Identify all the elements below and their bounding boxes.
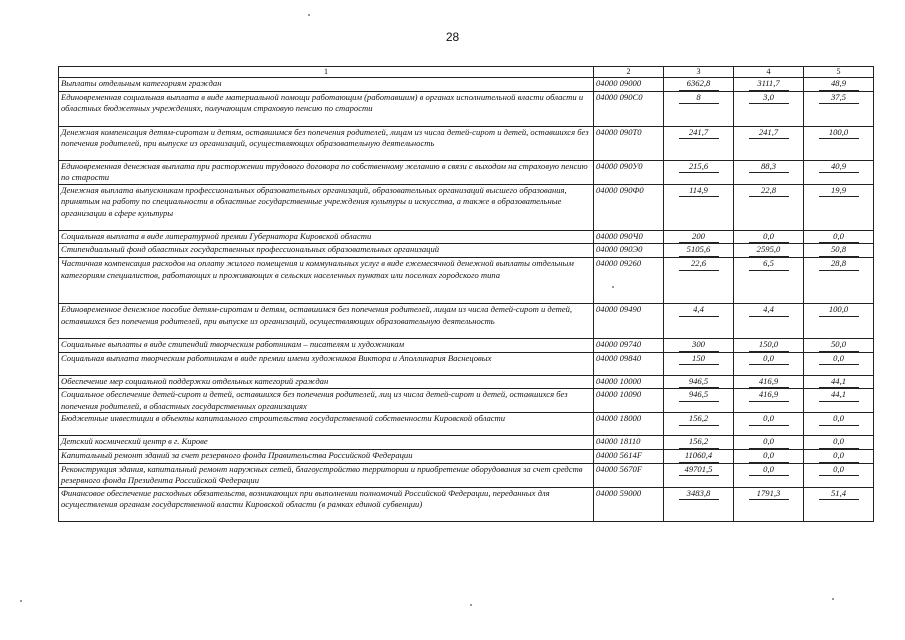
value-text: 49701,5 [679,464,719,477]
row-code-cell: 04000 10090 [594,389,664,413]
page-number: 28 [445,30,460,44]
row-code-cell: 04000 09740 [594,338,664,352]
row-percent-cell [804,184,874,230]
row-name-cell: Социальные выплаты в виде стипендий творческим работникам – писателям и художникам [59,338,594,352]
value-text: 200 [679,231,719,244]
value-text: 11060,4 [679,450,719,463]
table-row [59,244,874,258]
value-text: 4,4 [679,304,719,317]
value-text: 156,2 [679,413,719,426]
row-percent-cell [804,463,874,487]
value-text: 44,1 [819,389,859,402]
table-row [59,436,874,450]
row-actual-cell [734,338,804,352]
row-percent-cell [804,389,874,413]
row-name-cell: Финансовое обеспечение расходных обязательств, возникающих при выполнении полномочий Российской Федерации, переданных для осуществления органам государственной власти Кировской области (в рамках единой субвенции) [59,487,594,521]
value-text: 416,9 [749,376,789,389]
value-text: 0,0 [819,464,859,477]
table-row [59,160,874,184]
row-percent-cell [804,160,874,184]
row-name-cell: Частичная компенсация расходов на оплату жилого помещения и коммунальных услуг в виде ежемесячной денежной выплаты отдельным категориям специалистов, работающих и проживающих в сельских населенных пунктах или поселках городского типа [59,257,594,303]
value-text: 300 [679,339,719,352]
value-text: 22,6 [679,258,719,271]
row-percent-cell [804,449,874,463]
row-plan-cell [664,389,734,413]
value-text: 4,4 [749,304,789,317]
value-text: 150 [679,353,719,366]
budget-table [58,66,874,522]
value-text: 0,0 [749,413,789,426]
scan-speck [308,14,310,16]
row-plan-cell [664,463,734,487]
value-text: 0,0 [749,231,789,244]
value-text: 416,9 [749,389,789,402]
row-plan-cell [664,436,734,450]
row-actual-cell [734,463,804,487]
row-code-cell: 04000 5670F [594,463,664,487]
row-plan-cell [664,184,734,230]
row-plan-cell [664,413,734,436]
row-code-cell: 04000 090Ф0 [594,184,664,230]
row-actual-cell [734,244,804,258]
value-text: 0,0 [819,436,859,449]
row-code-cell: 04000 5614F [594,449,664,463]
scan-speck [832,598,834,600]
value-text: 50,0 [819,339,859,352]
value-text: 48,9 [819,78,859,91]
scan-speck [612,286,614,288]
row-actual-cell [734,375,804,389]
row-plan-cell [664,257,734,303]
table-row [59,338,874,352]
value-text: 2595,0 [749,244,789,257]
value-text: 44,1 [819,376,859,389]
row-percent-cell [804,352,874,375]
value-text: 1791,3 [749,488,789,501]
row-plan-cell [664,338,734,352]
row-name-cell: Единовременная социальная выплата в виде материальной помощи работающим (работавшим) в органах исполнительной власти области и областных бюджетных учреждениях, получающим страховую пенсию по старости [59,91,594,126]
row-percent-cell [804,230,874,244]
row-code-cell: 04000 09840 [594,352,664,375]
row-actual-cell [734,487,804,521]
scan-speck [470,604,472,606]
value-text: 88,3 [749,161,789,174]
row-name-cell: Единовременная денежная выплата при расторжении трудового договора по собственному желанию в связи с выходом на страховую пенсию по старости [59,160,594,184]
value-text: 100,0 [819,127,859,140]
value-text: 6362,8 [679,78,719,91]
value-text: 946,5 [679,389,719,402]
table-row [59,126,874,160]
row-plan-cell [664,78,734,92]
table-body [59,78,874,522]
table-row [59,449,874,463]
scan-speck [20,600,22,602]
row-actual-cell [734,303,804,338]
table-row [59,184,874,230]
row-code-cell: 04000 59000 [594,487,664,521]
table-row [59,463,874,487]
row-actual-cell [734,257,804,303]
value-text: 0,0 [749,353,789,366]
row-name-cell: Денежная компенсация детям-сиротам и детям, оставшимся без попечения родителей, лицам из числа детей-сирот и детей, оставшихся без попечения родителей, при выпуске из организаций, осуществляющих образовательную деятельность [59,126,594,160]
row-code-cell: 04000 090Ч0 [594,230,664,244]
row-plan-cell [664,160,734,184]
row-plan-cell [664,487,734,521]
table-row [59,487,874,521]
row-percent-cell [804,487,874,521]
value-text: 40,9 [819,161,859,174]
table-row [59,257,874,303]
row-actual-cell [734,230,804,244]
value-text: 37,5 [819,92,859,105]
row-percent-cell [804,91,874,126]
column-header: 4 [734,67,804,78]
row-actual-cell [734,126,804,160]
row-name-cell: Обеспечение мер социальной поддержки отдельных категорий граждан [59,375,594,389]
row-percent-cell [804,126,874,160]
row-actual-cell [734,436,804,450]
table-row [59,78,874,92]
table-row [59,230,874,244]
row-code-cell: 04000 090У0 [594,160,664,184]
row-actual-cell [734,389,804,413]
row-code-cell: 04000 090Т0 [594,126,664,160]
value-text: 241,7 [749,127,789,140]
value-text: 114,9 [679,185,719,198]
value-text: 0,0 [749,436,789,449]
row-name-cell: Стипендиальный фонд областных государственных профессиональных образовательных организаций [59,244,594,258]
row-code-cell: 04000 18000 [594,413,664,436]
value-text: 0,0 [819,413,859,426]
table-row [59,413,874,436]
value-text: 28,8 [819,258,859,271]
row-name-cell: Капитальный ремонт зданий за счет резервного фонда Правительства Российской Федерации [59,449,594,463]
row-name-cell: Детский космический центр в г. Кирове [59,436,594,450]
value-text: 215,6 [679,161,719,174]
value-text: 0,0 [819,231,859,244]
row-percent-cell [804,78,874,92]
row-plan-cell [664,91,734,126]
row-actual-cell [734,413,804,436]
row-percent-cell [804,303,874,338]
row-name-cell: Выплаты отдельным категориям граждан [59,78,594,92]
row-actual-cell [734,352,804,375]
value-text: 150,0 [749,339,789,352]
column-header: 2 [594,67,664,78]
row-actual-cell [734,184,804,230]
row-plan-cell [664,244,734,258]
row-percent-cell [804,338,874,352]
value-text: 8 [679,92,719,105]
row-name-cell: Денежная выплата выпускникам профессиональных образовательных организаций, образовательных организаций высшего образования, принятым на работу по специальности в областные государственные учреждения культуры и искусства, а также в образовательные организации в сфере культуры [59,184,594,230]
row-name-cell: Единовременное денежное пособие детям-сиротам и детям, оставшимся без попечения родителей, лицам из числа детей-сирот и детей, оставшихся без попечения родителей, при выпуске из организаций, осуществляющих образовательную деятельность [59,303,594,338]
row-percent-cell [804,375,874,389]
row-code-cell: 04000 090С0 [594,91,664,126]
row-name-cell: Социальное обеспечение детей-сирот и детей, оставшихся без попечения родителей, лиц из числа детей-сирот и детей, оставшихся без попечения родителей, в областных государственных организациях [59,389,594,413]
table-row [59,375,874,389]
column-header: 5 [804,67,874,78]
table-row [59,389,874,413]
row-code-cell: 04000 18110 [594,436,664,450]
column-header: 1 [59,67,594,78]
row-code-cell: 04000 10000 [594,375,664,389]
row-plan-cell [664,352,734,375]
row-plan-cell [664,375,734,389]
row-percent-cell [804,244,874,258]
value-text: 6,5 [749,258,789,271]
value-text: 0,0 [749,450,789,463]
row-code-cell: 04000 09260 [594,257,664,303]
value-text: 50,8 [819,244,859,257]
value-text: 946,5 [679,376,719,389]
row-name-cell: Социальная выплата в виде литературной премии Губернатора Кировской области [59,230,594,244]
value-text: 3,0 [749,92,789,105]
row-plan-cell [664,126,734,160]
value-text: 0,0 [749,464,789,477]
table-row [59,303,874,338]
row-actual-cell [734,91,804,126]
row-actual-cell [734,78,804,92]
value-text: 3483,8 [679,488,719,501]
table-row [59,91,874,126]
row-plan-cell [664,230,734,244]
value-text: 0,0 [819,450,859,463]
value-text: 3111,7 [749,78,789,91]
value-text: 241,7 [679,127,719,140]
value-text: 100,0 [819,304,859,317]
row-code-cell: 04000 09000 [594,78,664,92]
column-header: 3 [664,67,734,78]
value-text: 0,0 [819,353,859,366]
row-percent-cell [804,257,874,303]
row-percent-cell [804,436,874,450]
value-text: 5105,6 [679,244,719,257]
row-code-cell: 04000 090Э0 [594,244,664,258]
row-percent-cell [804,413,874,436]
value-text: 51,4 [819,488,859,501]
row-name-cell: Реконструкция здания, капитальный ремонт наружных сетей, благоустройство территории и приобретение оборудования за счет средств резервного фонда Президента Российской Федерации [59,463,594,487]
value-text: 156,2 [679,436,719,449]
row-actual-cell [734,160,804,184]
value-text: 22,8 [749,185,789,198]
header-row [59,67,874,78]
row-code-cell: 04000 09490 [594,303,664,338]
value-text: 19,9 [819,185,859,198]
table-row [59,352,874,375]
row-name-cell: Социальная выплата творческим работникам в виде премии имени художников Виктора и Аполлинария Васнецовых [59,352,594,375]
row-name-cell: Бюджетные инвестиции в объекты капитального строительства государственной собственности Кировской области [59,413,594,436]
row-actual-cell [734,449,804,463]
row-plan-cell [664,303,734,338]
row-plan-cell [664,449,734,463]
